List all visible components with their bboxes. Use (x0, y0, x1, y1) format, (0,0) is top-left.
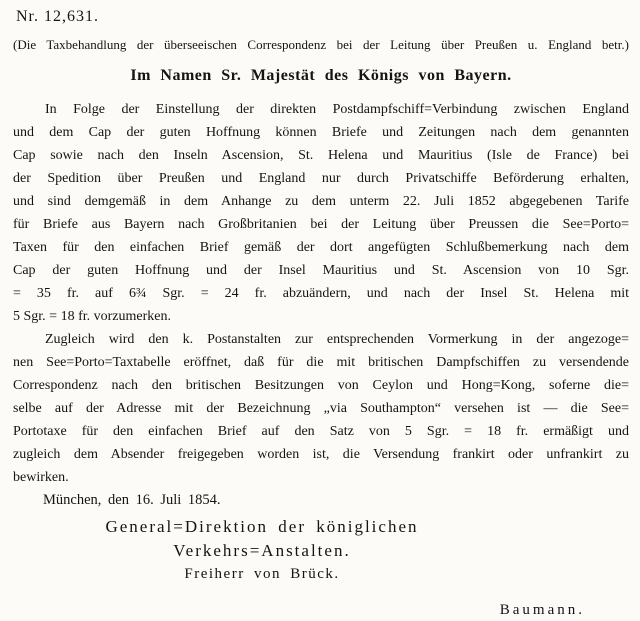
body-text-line: Cap sowie nach den Inseln Ascension, St. Helena und Mauritius (Isle de France) bei (13, 148, 629, 163)
issuing-authority: General=Direktion der königlichen Verkehrs=Anstalten. (105, 517, 419, 560)
body-text-line: Cap der guten Hoffnung und der Insel Mauritius und St. Ascension von 10 Sgr. (13, 263, 629, 278)
body-text-line: bewirken. (13, 470, 69, 485)
signature-name: Freiherr von Brück. (184, 566, 340, 582)
signature-block (13, 515, 629, 586)
body-text-line: Taxen für den einfachen Brief gemäß der dort angefügten Schlußbemerkung nach dem (13, 240, 629, 255)
body-paragraphs (13, 98, 629, 489)
body-text-line: Zugleich wird den k. Postanstalten zur entsprechenden Vormerkung in der angezoge= (45, 332, 629, 347)
countersignature: Baumann. (499, 602, 585, 618)
dateline: München, den 16. Juli 1854. (43, 492, 221, 508)
subject-line: (Die Taxbehandlung der überseeischen Correspondenz bei der Leitung über Preußen u. England betr.) (13, 37, 629, 52)
royal-heading: Im Namen Sr. Majestät des Königs von Bayern. (130, 67, 512, 84)
body-text-line: und dem Cap der guten Hoffnung können Briefe und Zeitungen nach dem genannten (13, 125, 629, 140)
body-text-line: selbe auf der Adresse mit der Bezeichnung „via Southampton“ versehen ist — die See= (13, 401, 629, 416)
body-text-line: = 35 fr. auf 6¾ Sgr. = 24 fr. abzuändern, und nach der Insel St. Helena mit (13, 286, 629, 301)
body-text-line: In Folge der Einstellung der direkten Postdampfschiff=Verbindung zwischen England (45, 102, 629, 117)
body-text-line: für Briefe aus Bayern nach Großbritanien bei der Leitung über Preussen die See=Porto= (13, 217, 629, 232)
body-text-line: der Spedition über Preußen und England nur durch Privatschiffe Beförderung erhalten, (13, 171, 629, 186)
document-number: Nr. 12,631. (16, 8, 99, 25)
body-text-line: und sind demgemäß in dem Anhange zu dem unterm 22. Juli 1852 abgegebenen Tarife (13, 194, 629, 209)
body-text-line: nen See=Porto=Taxtabelle eröffnet, daß für die mit britischen Dampfschiffen zu versendende (13, 355, 629, 370)
body-text-line: Correspondenz nach den britischen Besitzungen von Ceylon und Hong=Kong, soferne die= (13, 378, 629, 393)
body-text-line: 5 Sgr. = 18 fr. vorzumerken. (13, 309, 171, 324)
body-text-line: zugleich dem Absender freigegeben worden ist, die Versendung frankirt oder unfrankirt zu (13, 447, 629, 462)
body-text-line: Portotaxe für den einfachen Brief auf den Satz von 5 Sgr. = 18 fr. ermäßigt und (13, 424, 629, 439)
